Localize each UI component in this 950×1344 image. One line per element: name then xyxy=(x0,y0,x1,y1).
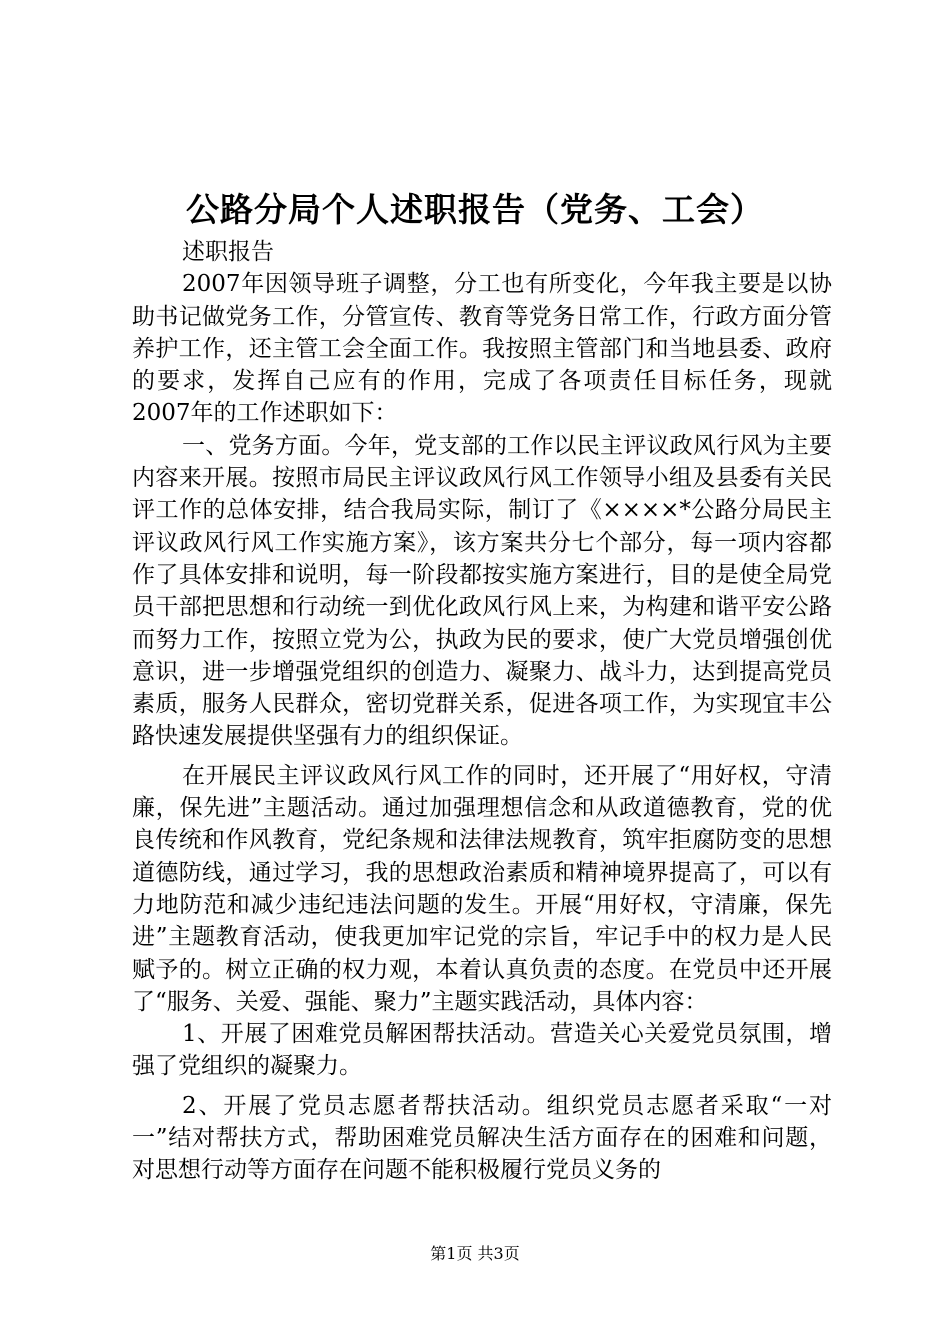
document-title: 公路分局个人述职报告（党务、工会） xyxy=(186,190,764,229)
paragraph-party-affairs: 一、党务方面。今年，党支部的工作以民主评议政风行风为主要内容来开展。按照市局民主评议政风行风工作领导小组及县委有关民评工作的总体安排，结合我局实际，制订了《××××*公路分局民主评议政风行风工作实施方案》，该方案共分七个部分，每一项内容都作了具体安排和说明，每一阶段都按实施方案进行，目的是使全局党员干部把思想和行动统一到优化政风行风上来，为构建和谐平安公路而努力工作，按照立党为公，执政为民的要求，使广大党员增强创优意识，进一步增强党组织的创造力、凝聚力、战斗力，达到提高党员素质，服务人民群众，密切党群关系，促进各项工作，为实现宜丰公路快速发展提供坚强有力的组织保证。 xyxy=(132,432,832,750)
paragraph-item-2: 2、开展了党员志愿者帮扶活动。组织党员志愿者采取“一对一”结对帮扶方式，帮助困难党员解决生活方面存在的困难和问题，对思想行动等方面存在问题不能积极履行党员义务的 xyxy=(132,1092,832,1184)
page-number: 第1页 共3页 xyxy=(430,1244,520,1263)
paragraph-item-1: 1、开展了困难党员解困帮扶活动。营造关心关爱党员氛围，增强了党组织的凝聚力。 xyxy=(132,1021,832,1080)
document-body xyxy=(132,236,832,1187)
paragraph-intro: 2007年因领导班子调整，分工也有所变化，今年我主要是以协助书记做党务工作，分管宣传、教育等党务日常工作，行政方面分管养护工作，还主管工会全面工作。我按照主管部门和当地县委、政府的要求，发挥自己应有的作用，完成了各项责任目标任务，现就2007年的工作述职如下： xyxy=(132,271,832,427)
paragraph-theme-activity: 在开展民主评议政风行风工作的同时，还开展了“用好权，守清廉，保先进”主题活动。通过加强理想信念和从政道德教育，党的优良传统和作风教育，党纪条规和法律法规教育，筑牢拒腐防变的思想道德防线，通过学习，我的思想政治素质和精神境界提高了，可以有力地防范和减少违纪违法问题的发生。开展“用好权，守清廉，保先进”主题教育活动，使我更加牢记党的宗旨，牢记手中的权力是人民赋予的。树立正确的权力观，本着认真负责的态度。在党员中还开展了“服务、关爱、强能、聚力”主题实践活动，具体内容： xyxy=(132,762,832,1015)
paragraph-heading: 述职报告 xyxy=(182,239,274,265)
